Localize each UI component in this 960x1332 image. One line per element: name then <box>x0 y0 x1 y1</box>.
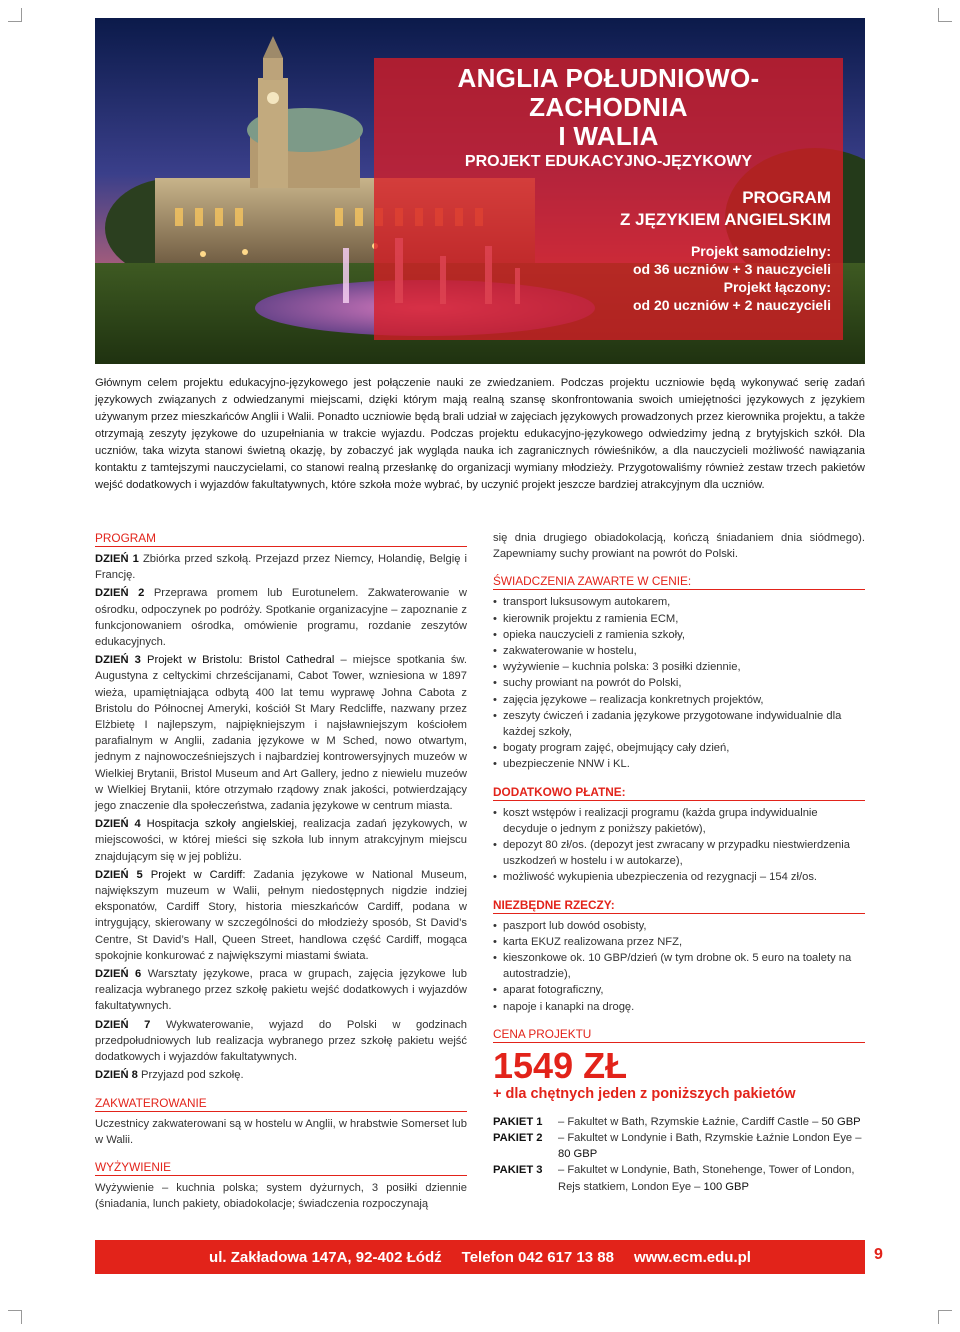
crop-mark <box>938 8 952 22</box>
price-subtitle: + dla chętnych jeden z poniższych pakietów <box>493 1085 796 1102</box>
package-label: PAKIET 3 <box>493 1164 543 1177</box>
info-line: Projekt łączony: <box>723 279 831 295</box>
footer-website[interactable]: www.ecm.edu.pl <box>633 1248 751 1266</box>
day-item <box>95 652 467 814</box>
extra-costs-heading: DODATKOWO PŁATNE: <box>493 784 865 801</box>
info-line: od 36 uczniów + 3 nauczycieli <box>632 261 831 277</box>
package-desc: – Fakultet w Bath, Rzymskie Łaźnie, Cardiff Castle – 50 GBP <box>558 1115 861 1128</box>
day-text: , realizacja zadań językowych, w miejscowości, w której mieści się szkoła lub innym atrakcyjnym miejscu znajdującym się w jej pobliżu. <box>95 818 467 863</box>
title-banner <box>374 58 843 340</box>
day-text: Zadania językowe w National Museum, największym muzeum w Walii, pełnym niedostępnych nigdzie indziej eksponatów, Cardiff Story, historia mieszkańców Cardiff, podana w intrygujący, skierowany w szczególności do młodzieży sposób, St David’s Centre, St David’s Hall, Queen Street, handlowa część Cardiff, mogąca spokojnie konkurować z największymi miastami świata. <box>95 868 467 962</box>
footer-address: ul. Zakładowa 147A, 92-402 Łódź <box>209 1248 442 1266</box>
main-title-line1: ANGLIA POŁUDNIOWO-ZACHODNIA <box>457 63 760 122</box>
day-item <box>95 816 467 865</box>
program-title <box>386 187 831 231</box>
day-text: Wykwaterowanie, wyjazd do Polski w godzinach przedpołudniowych lub realizacja wybranego przez szkołę pakietu wejść dodatkowych i wyjazdów fakultatywnych. <box>95 1018 467 1064</box>
day-label: DZIEŃ 8 <box>95 1069 138 1082</box>
day-label: DZIEŃ 1 <box>95 553 139 565</box>
meals-text-continued: się dnia drugiego obiadokolacją, kończą śniadaniem dnia siódmego). Zapewniamy suchy prowiant na powrót do Polski. <box>493 532 865 561</box>
list-item: • bogaty program zajęć, obejmujący cały dzień, <box>493 740 865 756</box>
extra-costs-list <box>493 805 865 886</box>
included-heading: ŚWIADCZENIA ZAWARTE W CENIE: <box>493 573 865 590</box>
package-label: PAKIET 2 <box>493 1132 543 1145</box>
required-items-list <box>493 918 865 1015</box>
info-line: Projekt samodzielny: <box>690 243 831 259</box>
info-line: od 20 uczniów + 2 nauczycieli <box>632 297 831 313</box>
list-item: • możliwość wykupienia ubezpieczenia od rezygnacji – 154 zł/os. <box>493 869 865 885</box>
list-item: • wyżywienie – kuchnia polska: 3 posiłki dziennie, <box>493 659 865 675</box>
day-label: DZIEŃ 7 <box>95 1018 151 1031</box>
program-heading: PROGRAM <box>95 530 467 547</box>
day-item <box>95 551 467 583</box>
package-price: 50 GBP <box>821 1115 861 1128</box>
package-row <box>493 1114 865 1130</box>
package-row <box>493 1130 865 1162</box>
list-item: • depozyt 80 zł/os. (depozyt jest zwracany w przypadku niestwierdzenia uszkodzeń w hostelu i w autokarze), <box>493 837 865 869</box>
day-label: DZIEŃ 4 <box>95 818 141 831</box>
package-desc: – Fakultet w Londynie, Bath, Stonehenge, Tower of London, Rejs statkiem, London Eye – 100 GBP <box>558 1164 855 1193</box>
package-desc: – Fakultet w Londynie i Bath, Rzymskie Łaźnie London Eye – 80 GBP <box>558 1132 862 1161</box>
day-label: DZIEŃ 5 <box>95 868 143 881</box>
list-item: • suchy prowiant na powrót do Polski, <box>493 675 865 691</box>
day-item <box>95 585 467 650</box>
list-item: • zajęcia językowe – realizacja konkretnych projektów, <box>493 692 865 708</box>
package-price: 100 GBP <box>703 1180 749 1193</box>
program-title-line2: Z JĘZYKIEM ANGIELSKIM <box>620 210 831 229</box>
intro-paragraph: Głównym celem projektu edukacyjno-językowego jest połączenie nauki ze zwiedzaniem. Podczas projektu uczniowie będą wykonywać serię zadań językowych związanych z odwiedzanymi miejscami, dzięki którym mają realną szansę skonfrontowania swoich umiejętności językowych z językiem używanym przez mieszkańców Anglii i Walii. Ponadto uczniowie będą brali udział w zajęciach językowych prowadzonych przez kierownika projektu, a także otrzymają zeszyty językowe do uzupełniania w trakcie wyjazdu. Podczas projektu edukacyjno-językowego odwiedzimy jedną z brytyjskich szkół. Dla uczniów, taka wizyta stanowi świetną okazję, by zobaczyć jak wygląda nauka ich zagranicznych rówieśników, a dla nauczycieli możliwość nawiązania kontaktu z tamtejszymi nauczycielami, co stanowi realną przesłankę do organizacji wymiany młodzieży. Przygotowaliśmy również zestaw trzech pakietów wejść dodatkowych i wyjazdów fakultatywnych, które szkoła może wybrać, by uczynić projekt jeszcze bardziej atrakcyjnym dla uczniów. <box>95 377 865 491</box>
required-items-heading: NIEZBĘDNE RZECZY: <box>493 897 865 914</box>
list-item: • karta EKUZ realizowana przez NFZ, <box>493 934 865 950</box>
package-label: PAKIET 1 <box>493 1115 543 1128</box>
meals-heading: WYŻYWIENIE <box>95 1159 467 1176</box>
list-item: • transport luksusowym autokarem, <box>493 594 865 610</box>
day-label: DZIEŃ 3 <box>95 654 141 667</box>
day-label: DZIEŃ 6 <box>95 968 142 981</box>
main-title-line2: I WALIA <box>558 121 659 151</box>
accommodation-heading: ZAKWATEROWANIE <box>95 1095 467 1112</box>
day-text: Warsztaty językowe, praca w grupach, zajęcia językowe lub realizacja wybranego przez szkołę pakietu wejść dodatkowych i wyjazdów fakultatywnych. <box>95 968 467 1013</box>
group-size-info <box>386 243 831 314</box>
day-text: Przyjazd pod szkołę. <box>141 1069 244 1082</box>
day-item <box>95 966 467 1015</box>
day-title: Hospitacja szkoły angielskiej <box>146 818 295 831</box>
right-column <box>493 530 865 1195</box>
day-item <box>95 1067 467 1083</box>
meals-text: Wyżywienie – kuchnia polska; system dyżurnych, 3 posiłki dziennie (śniadania, lunch pakiety, obiadokolacje; świadczenia rozpoczynają <box>95 1181 467 1211</box>
package-price: 80 GBP <box>558 1148 598 1161</box>
day-text: Przeprawa promem lub Eurotunelem. Zakwaterowanie w ośrodku, odpoczynek po podróży. Spotkanie organizacyjne – zapoznanie z funkcjonowaniem ośrodka, omówienie programu, rozdanie zeszytów edukacyjnych. <box>95 587 467 649</box>
price-heading: CENA PROJEKTU <box>493 1026 865 1043</box>
subtitle: PROJEKT EDUKACYJNO-JĘZYKOWY <box>464 153 753 170</box>
list-item: • napoje i kanapki na drogę. <box>493 999 865 1015</box>
day-title: Projekt w Bristolu: Bristol Cathedral <box>147 654 335 667</box>
price-value: 1549 ZŁ <box>493 1044 628 1086</box>
day-title: Projekt w Cardiff: <box>150 868 246 881</box>
footer-contact-bar <box>95 1240 865 1274</box>
day-item <box>95 867 467 964</box>
day-text: Zbiórka przed szkołą. Przejazd przez Niemcy, Holandię, Belgię i Francję. <box>95 553 468 582</box>
list-item: • zeszyty ćwiczeń i zadania językowe przygotowane indywidualnie dla każdej szkoły, <box>493 708 865 740</box>
program-title-line1: PROGRAM <box>742 188 831 207</box>
list-item: • zakwaterowanie w hostelu, <box>493 643 865 659</box>
list-item: • ubezpieczenie NNW i KL. <box>493 756 865 772</box>
crop-mark <box>938 1310 952 1324</box>
page-number: 9 <box>874 1246 883 1263</box>
footer-phone[interactable]: Telefon 042 617 13 88 <box>461 1248 614 1266</box>
list-item: • opieka nauczycieli z ramienia szkoły, <box>493 627 865 643</box>
accommodation-text: Uczestnicy zakwaterowani są w hostelu w Anglii, w hrabstwie Somerset lub w Walii. <box>95 1117 467 1146</box>
package-row <box>493 1162 865 1194</box>
crop-mark <box>8 8 22 22</box>
list-item: • paszport lub dowód osobisty, <box>493 918 865 934</box>
day-label: DZIEŃ 2 <box>95 587 145 600</box>
list-item: • koszt wstępów i realizacji programu (każda grupa indywidualnie decyduje o jednym z poniższy pakietów), <box>493 805 865 837</box>
list-item: • aparat fotograficzny, <box>493 982 865 998</box>
day-item <box>95 1017 467 1066</box>
left-column <box>95 530 467 1212</box>
list-item: • kieszonkowe ok. 10 GBP/dzień (w tym drobne ok. 5 euro na toalety na autostradzie), <box>493 950 865 982</box>
included-list <box>493 594 865 772</box>
day-text: – miejsce spotkania św. Augustyna z celtyckimi chrześcijanami, Cabot Tower, wzniesiona w 1897 wieża, upamiętniająca odbytą 400 lat temu wyprawę Johna Cabota z Bristolu do Północnej Ameryki, kościół St Mary Redcliffe, nazwany przez Elżbietę I najlepszym, najpiękniejszym i najsławniejszym kościołem parafialnym w Anglii, zadania językowe w M Sched, nowo otwartym, jednym z najnowocześniejszych i najbardziej kontrowersyjnych muzeów w Wielkiej Brytanii, Bristol Museum and Art Gallery, jedno z niewielu muzeów w Wielkiej Brytanii, które otrzymało rządowy znak jakości, potwierdzający jego znaczenie dla społeczeństwa, zadania językowe w centrum miasta. <box>95 654 467 813</box>
crop-mark <box>8 1310 22 1324</box>
list-item: • kierownik projektu z ramienia ECM, <box>493 611 865 627</box>
